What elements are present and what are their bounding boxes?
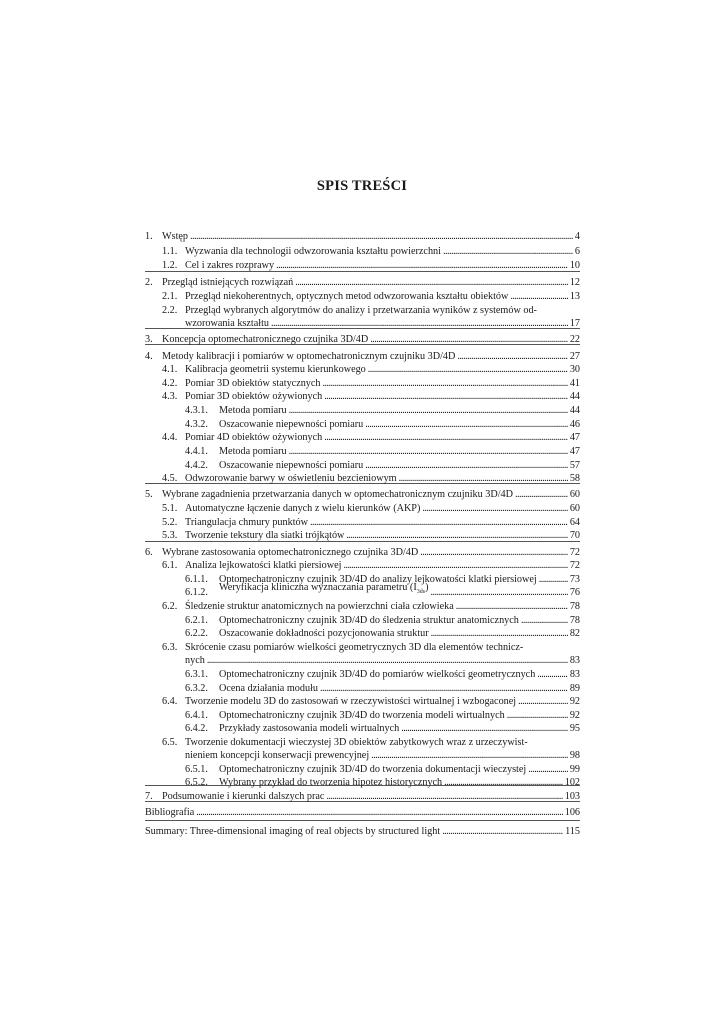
toc-entry[interactable] <box>145 304 580 317</box>
toc-entry[interactable] <box>145 654 580 667</box>
toc-entry-title: nych <box>185 655 205 666</box>
toc-entry[interactable] <box>145 825 580 838</box>
toc-entry-number: 6.2. <box>162 601 178 612</box>
toc-entry-page: 57 <box>569 460 580 471</box>
dot-leader <box>518 695 568 708</box>
toc-entry-page: 102 <box>564 777 580 788</box>
toc-entry[interactable] <box>145 559 580 572</box>
toc-entry-page: 70 <box>569 530 580 541</box>
toc-entry-number: 6.2.2. <box>185 628 208 639</box>
toc-entry-title: Optomechatroniczny czujnik 3D/4D do śledzenia struktur anatomicznych <box>219 615 519 626</box>
toc-entry[interactable] <box>145 276 580 289</box>
toc-entry-number: 4.3.1. <box>185 405 208 416</box>
toc-entry-page: 92 <box>569 710 580 721</box>
toc-entry-title: Podsumowanie i kierunki dalszych prac <box>162 791 325 802</box>
toc-entry-number: 5. <box>145 489 153 500</box>
toc-entry-title: Summary: Three-dimensional imaging of real objects by structured light <box>145 826 441 837</box>
dot-leader <box>320 682 568 695</box>
toc-entry[interactable] <box>145 776 580 789</box>
dot-leader <box>324 390 568 403</box>
toc-entry[interactable] <box>145 502 580 515</box>
toc-entry-title: Przegląd niekoherentnych, optycznych metod odwzorowania kształtu obiektów <box>185 291 509 302</box>
toc-entry-title: Automatyczne łączenie danych z wielu kierunków (AKP) <box>185 503 421 514</box>
toc-entry-page: 73 <box>569 574 580 585</box>
toc-entry[interactable] <box>145 259 580 272</box>
toc-entry[interactable] <box>145 806 580 819</box>
toc-entry-number: 6.4. <box>162 696 178 707</box>
toc-entry-number: 6.4.2. <box>185 723 208 734</box>
toc-entry[interactable] <box>145 790 580 803</box>
dot-leader <box>528 763 568 776</box>
toc-entry-title: Triangulacja chmury punktów <box>185 517 308 528</box>
toc-entry-number: 6.5.2. <box>185 777 208 788</box>
toc-entry-number: 5.3. <box>162 530 178 541</box>
dot-leader <box>456 600 568 613</box>
toc-entry[interactable] <box>145 641 580 654</box>
dot-leader <box>323 377 568 390</box>
toc-entry[interactable] <box>145 333 580 346</box>
toc-entry-page: 72 <box>569 560 580 571</box>
toc-entry-title: Optomechatroniczny czujnik 3D/4D do tworzenia dokumentacji wieczystej <box>219 764 527 775</box>
toc-entry-title: Tworzenie dokumentacji wieczystej 3D obiektów zabytkowych wraz z urzeczywist- <box>185 737 528 748</box>
toc-entry[interactable] <box>145 377 580 390</box>
toc-entry[interactable] <box>145 317 580 330</box>
toc-entry-page: 64 <box>569 517 580 528</box>
dot-leader <box>289 404 568 417</box>
toc-entry-page: 98 <box>569 750 580 761</box>
toc-entry-title: Przegląd wybranych algorytmów do analizy i przetwarzania wyników z systemów od- <box>185 305 537 316</box>
toc-entry-number: 2.1. <box>162 291 178 302</box>
toc-entry-page: 92 <box>569 696 580 707</box>
toc-entry-title: Optomechatroniczny czujnik 3D/4D do analizy lejkowatości klatki piersiowej <box>219 574 537 585</box>
dot-leader <box>521 614 568 627</box>
toc-entry-number: 7. <box>145 791 153 802</box>
dot-leader <box>346 529 567 542</box>
toc-entry-page: 78 <box>569 601 580 612</box>
toc-entry[interactable] <box>145 546 580 559</box>
toc-entry-page: 46 <box>569 419 580 430</box>
toc-entry[interactable] <box>145 290 580 303</box>
toc-entry[interactable] <box>145 350 580 363</box>
toc-entry-page: 82 <box>569 628 580 639</box>
toc-entry[interactable] <box>145 627 580 640</box>
dot-leader <box>422 502 567 515</box>
toc-entry-page: 103 <box>564 791 580 802</box>
toc-entry-number: 4.4. <box>162 432 178 443</box>
dot-leader <box>324 431 568 444</box>
toc-entry-title: Analiza lejkowatości klatki piersiowej <box>185 560 342 571</box>
dot-leader <box>399 472 568 485</box>
toc-entry-number: 4.5. <box>162 473 178 484</box>
dot-leader <box>365 418 568 431</box>
toc-entry-number: 6.3. <box>162 642 178 653</box>
toc-entry[interactable] <box>145 736 580 749</box>
toc-entry-page: 115 <box>565 826 580 837</box>
toc-entry-page: 60 <box>569 489 580 500</box>
toc-entry-title: Metoda pomiaru <box>219 446 287 457</box>
toc-entry-title: Skrócenie czasu pomiarów wielkości geometrycznych 3D dla elementów technicz- <box>185 642 524 653</box>
toc-entry-number: 1. <box>145 231 153 242</box>
toc-entry-title: wzorowania kształtu <box>185 318 270 329</box>
toc-entry[interactable] <box>145 749 580 762</box>
toc-entry-number: 6.3.1. <box>185 669 208 680</box>
toc-entry[interactable] <box>145 668 580 681</box>
dot-leader <box>207 654 568 667</box>
toc-entry[interactable] <box>145 682 580 695</box>
toc-entry-number: 1.2. <box>162 260 178 271</box>
dot-leader <box>507 709 568 722</box>
dot-leader <box>539 573 568 586</box>
toc-entry-number: 4.1. <box>162 364 178 375</box>
dot-leader <box>370 333 568 346</box>
page-title: SPIS TREŚCI <box>316 178 408 194</box>
toc-entry-page: 83 <box>569 669 580 680</box>
toc-entry-number: 4.4.1. <box>185 446 208 457</box>
toc-entry-page: 60 <box>569 503 580 514</box>
toc-entry[interactable] <box>145 488 580 501</box>
dot-leader <box>443 245 573 258</box>
toc-entry-title: Koncepcja optomechatronicznego czujnika 3D/4D <box>162 334 369 345</box>
toc-entry[interactable] <box>145 722 580 735</box>
toc-entry-number: 6.1. <box>162 560 178 571</box>
toc-entry-page: 89 <box>569 683 580 694</box>
toc-entry-title: Optomechatroniczny czujnik 3D/4D do tworzenia modeli wirtualnych <box>219 710 505 721</box>
toc-entry-page: 27 <box>569 351 580 362</box>
dot-leader <box>196 806 562 819</box>
dot-leader <box>515 488 568 501</box>
toc-entry-title: Oszacowanie niepewności pomiaru <box>219 460 364 471</box>
toc-entry-title: Pomiar 3D obiektów statycznych <box>185 378 321 389</box>
toc-entry-title: Oszacowanie niepewności pomiaru <box>219 419 364 430</box>
toc-entry-number: 5.1. <box>162 503 178 514</box>
toc-entry-title: Śledzenie struktur anatomicznych na powierzchni ciała człowieka <box>185 601 454 612</box>
toc-entry-number: 2. <box>145 277 153 288</box>
toc-entry-page: 99 <box>569 764 580 775</box>
toc-entry-title: Przykłady zastosowania modeli wirtualnych <box>219 723 400 734</box>
dot-leader <box>537 668 568 681</box>
toc-entry-title: Optomechatroniczny czujnik 3D/4D do pomiarów wielkości geometrycznych <box>219 669 536 680</box>
dot-leader <box>431 627 568 640</box>
toc-entry-title: Tworzenie tekstury dla siatki trójkątów <box>185 530 345 541</box>
toc-entry-number: 4.3.2. <box>185 419 208 430</box>
toc-entry-page: 10 <box>569 260 580 271</box>
toc-entry-page: 44 <box>569 405 580 416</box>
toc-entry-page: 22 <box>569 334 580 345</box>
dot-leader <box>295 276 568 289</box>
toc-entry[interactable] <box>145 390 580 403</box>
toc-entry[interactable] <box>145 763 580 776</box>
toc-entry[interactable] <box>145 472 580 485</box>
toc-entry-number: 6.5. <box>162 737 178 748</box>
toc-entry[interactable] <box>145 404 580 417</box>
toc-entry-title: Tworzenie modelu 3D do zastosowań w rzeczywistości wirtualnej i wzbogaconej <box>185 696 517 707</box>
toc-entry-page: 58 <box>569 473 580 484</box>
toc-entry[interactable] <box>145 516 580 529</box>
toc-entry-page: 47 <box>569 446 580 457</box>
toc-entry-number: 6.2.1. <box>185 615 208 626</box>
toc-entry-number: 6.1.1. <box>185 574 208 585</box>
toc-entry[interactable] <box>145 581 580 599</box>
toc-entry-page: 83 <box>569 655 580 666</box>
toc-entry-title: Pomiar 4D obiektów ożywionych <box>185 432 323 443</box>
toc-entry-number: 5.2. <box>162 517 178 528</box>
toc-entry-page: 4 <box>574 231 580 242</box>
toc-entry-number: 6.1.2. <box>185 587 208 598</box>
dot-leader <box>371 749 568 762</box>
toc-entry-number: 4.2. <box>162 378 178 389</box>
toc-entry-page: 72 <box>569 547 580 558</box>
toc-entry-number: 6. <box>145 547 153 558</box>
dot-leader <box>442 825 563 838</box>
toc-entry-page: 41 <box>569 378 580 389</box>
dot-leader <box>326 790 562 803</box>
dot-leader <box>289 445 568 458</box>
toc-entry-title: Odwzorowanie barwy w oświetleniu bezcieniowym <box>185 473 397 484</box>
toc-entry-number: 1.1. <box>162 246 178 257</box>
toc-entry-title: Pomiar 3D obiektów ożywionych <box>185 391 323 402</box>
toc-entry-page: 44 <box>569 391 580 402</box>
toc-entry[interactable] <box>145 445 580 458</box>
dot-leader <box>365 459 568 472</box>
toc-entry-title: Ocena działania modułu <box>219 683 319 694</box>
toc-entry-number: 6.3.2. <box>185 683 208 694</box>
toc-entry[interactable] <box>145 245 580 258</box>
dot-leader <box>401 722 568 735</box>
toc-entry[interactable] <box>145 363 580 376</box>
toc-entry[interactable] <box>145 431 580 444</box>
toc-entry-number: 3. <box>145 334 153 345</box>
toc-entry[interactable] <box>145 418 580 431</box>
dot-leader <box>276 259 568 272</box>
toc-entry-number: 2.2. <box>162 305 178 316</box>
toc-entry[interactable] <box>145 529 580 542</box>
dot-leader <box>271 317 568 330</box>
dot-leader <box>430 586 567 599</box>
toc-entry[interactable] <box>145 709 580 722</box>
toc-entry-title: Kalibracja geometrii systemu kierunkowego <box>185 364 366 375</box>
toc-entry[interactable] <box>145 614 580 627</box>
toc-entry-page: 76 <box>569 587 580 598</box>
toc-entry-title: Metody kalibracji i pomiarów w optomechatronicznym czujniku 3D/4D <box>162 351 456 362</box>
dot-leader <box>510 290 567 303</box>
toc-entry-page: 47 <box>569 432 580 443</box>
toc-entry[interactable] <box>145 230 580 243</box>
dot-leader <box>444 776 563 789</box>
toc-entry-page: 6 <box>574 246 580 257</box>
dot-leader <box>343 559 567 572</box>
toc-entry-title: Weryfikacja kliniczna wyznaczania parametru $(I_{3ds})$ <box>219 581 429 595</box>
toc-entry-number: 4.3. <box>162 391 178 402</box>
toc-entry-page: 95 <box>569 723 580 734</box>
toc-entry[interactable] <box>145 695 580 708</box>
toc-entry-page: 13 <box>569 291 580 302</box>
toc-entry-title: Wstęp <box>162 231 189 242</box>
toc-entry-title: Cel i zakres rozprawy <box>185 260 275 271</box>
toc-entry-title: Wyzwania dla technologii odwzorowania kształtu powierzchni <box>185 246 441 257</box>
toc-entry-number: 6.5.1. <box>185 764 208 775</box>
dot-leader <box>420 546 568 559</box>
section-divider <box>145 820 580 821</box>
toc-entry-title: Wybrany przykład do tworzenia hipotez historycznych <box>219 777 443 788</box>
toc-entry[interactable] <box>145 459 580 472</box>
dot-leader <box>368 363 568 376</box>
toc-entry-title: Przegląd istniejących rozwiązań <box>162 277 294 288</box>
toc-entry-page: 106 <box>564 807 580 818</box>
toc-entry[interactable] <box>145 600 580 613</box>
dot-leader <box>310 516 568 529</box>
toc-entry-title: Wybrane zastosowania optomechatronicznego czujnika 3D/4D <box>162 547 419 558</box>
toc-entry-number: 4.4.2. <box>185 460 208 471</box>
toc-entry-number: 6.4.1. <box>185 710 208 721</box>
toc-entry-title: Oszacowanie dokładności pozycjonowania struktur <box>219 628 429 639</box>
toc-entry-page: 12 <box>569 277 580 288</box>
dot-leader <box>190 230 573 243</box>
toc-entry-page: 78 <box>569 615 580 626</box>
toc-entry-title: Metoda pomiaru <box>219 405 287 416</box>
toc-entry-page: 17 <box>569 318 580 329</box>
toc-entry-title: Wybrane zagadnienia przetwarzania danych w optomechatronicznym czujniku 3D/4D <box>162 489 513 500</box>
dot-leader <box>457 350 567 363</box>
toc-entry-page: 30 <box>569 364 580 375</box>
toc-entry-number: 4. <box>145 351 153 362</box>
toc-entry-title: Bibliografia <box>145 807 195 818</box>
toc-entry-title: nieniem koncepcji konserwacji prewencyjnej <box>185 750 370 761</box>
